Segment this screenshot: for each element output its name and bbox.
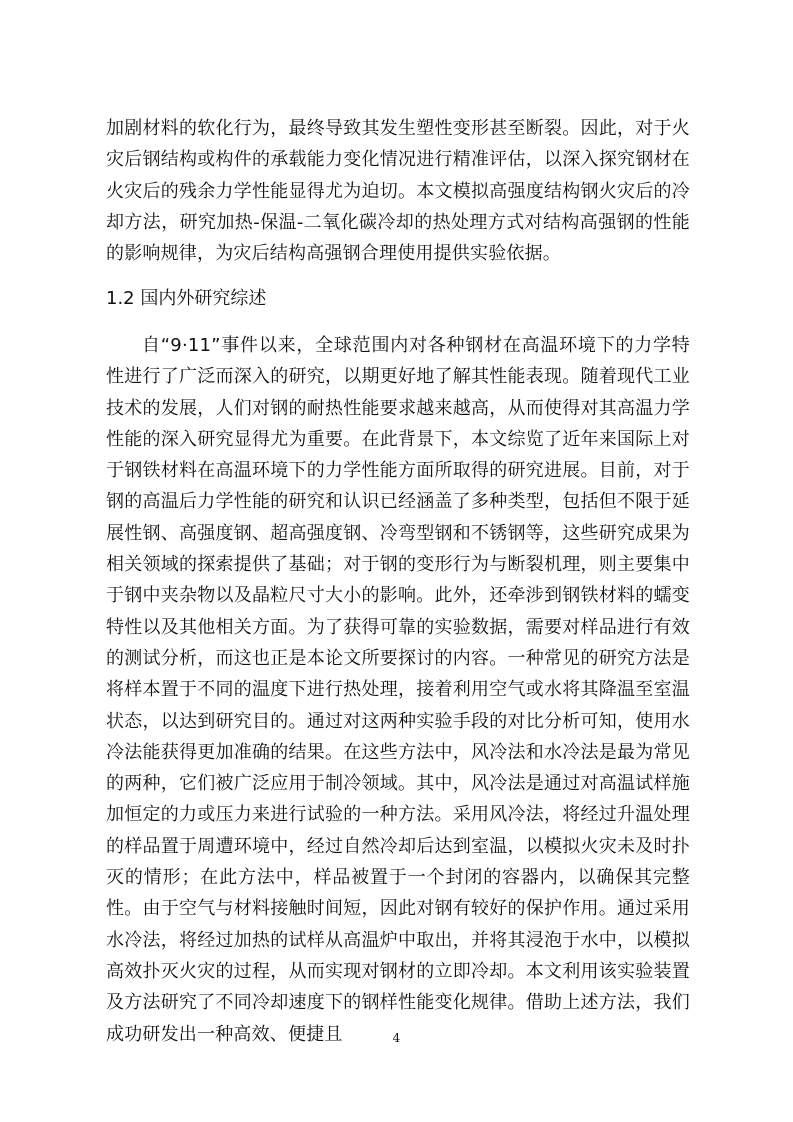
review-paragraph: 自“9·11”事件以来，全球范围内对各种钢材在高温环境下的力学特性进行了广泛而深入的研究，以期更好地了解其性能表现。随着现代工业技术的发展，人们对钢的耐热性能要求越来越高，从而使得对其高温力学性能的深入研究显得尤为重要。在此背景下，本文综览了近年来国际上对于钢铁材料在高温环境下的力学性能方面所取得的研究进展。目前，对于钢的高温后力学性能的研究和认识已经涵盖了多种类型，包括但不限于延展性钢、高强度钢、超高强度钢、冷弯型钢和不锈钢等，这些研究成果为相关领域的探索提供了基础；对于钢的变形行为与断裂机理，则主要集中于钢中夹杂物以及晶粒尺寸大小的影响。此外，还牵涉到钢铁材料的蠕变特性以及其他相关方面。为了获得可靠的实验数据，需要对样品进行有效的测试分析，而这也正是本论文所要探讨的内容。一种常见的研究方法是将样本置于不同的温度下进行热处理，接着利用空气或水将其降温至室温状态，以达到研究目的。通过对这两种实验手段的对比分析可知，使用水冷法能获得更加准确的结果。在这些方法中，风冷法和水冷法是最为常见的两种，它们被广泛应用于制冷领域。其中，风冷法是通过对高温试样施加恒定的力或压力来进行试验的一种方法。采用风冷法，将经过升温处理的样品置于周遭环境中，经过自然冷却后达到室温，以模拟火灾未及时扑灭的情形；在此方法中，样品被置于一个封闭的容器内，以确保其完整性。由于空气与材料接触时间短，因此对钢有较好的保护作用。通过采用水冷法，将经过加热的试样从高温炉中取出，并将其浸泡于水中，以模拟高效扑灭火灾的过程，从而实现对钢材的立即冷却。本文利用该实验装置及方法研究了不同冷却速度下的钢样性能变化规律。借助上述方法，我们成功研发出一种高效、便捷且 (106, 335, 690, 1045)
intro-paragraph: 加剧材料的软化行为，最终导致其发生塑性变形甚至断裂。因此，对于火灾后钢结构或构件的承载能力变化情况进行精准评估，以深入探究钢材在火灾后的残余力学性能显得尤为迫切。本文模拟高强度结构钢火灾后的冷却方法，研究加热-保温-二氧化碳冷却的热处理方式对结构高强钢的性能的影响规律，为灾后结构高强钢合理使用提供实验依据。 (106, 118, 690, 265)
page-number: 4 (392, 1031, 401, 1045)
section-heading: 1.2 国内外研究综述 (106, 288, 267, 309)
